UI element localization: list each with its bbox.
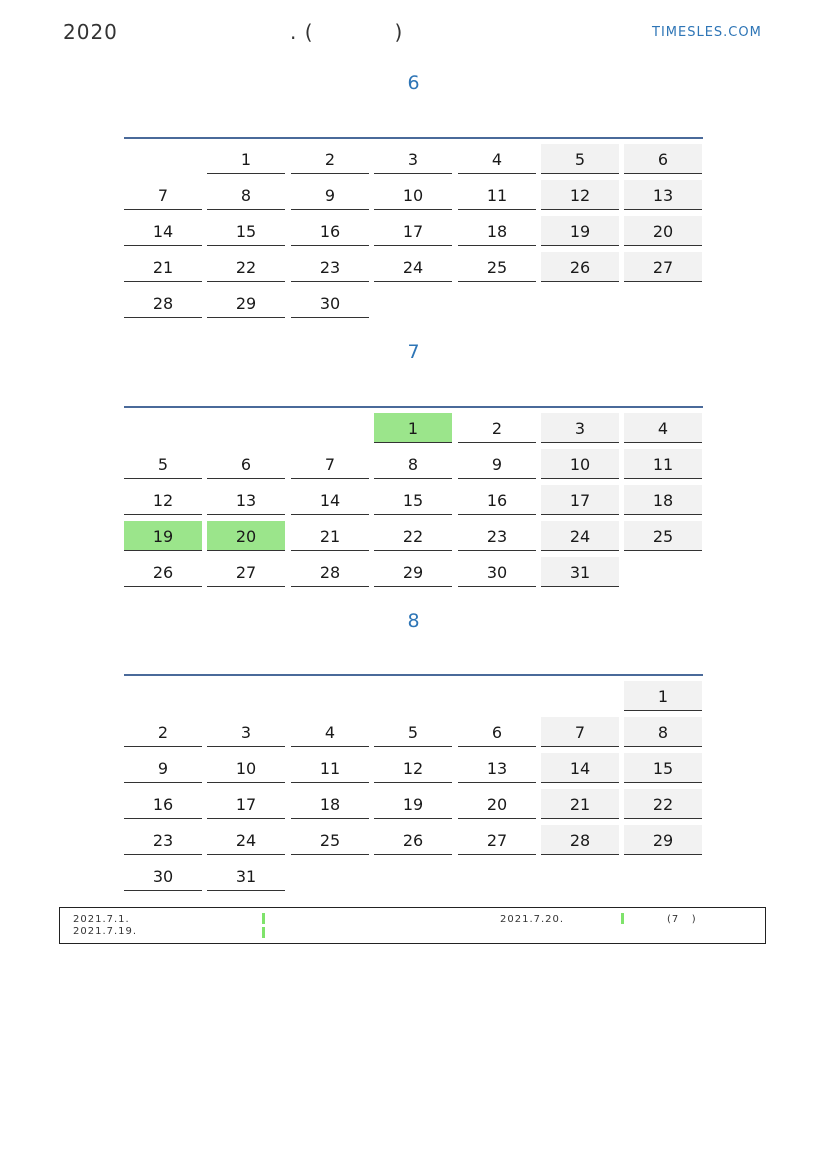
day-cell: 4 (291, 717, 369, 747)
legend-marker-3 (621, 913, 624, 924)
day-cell: 18 (624, 485, 702, 515)
day-cell: 28 (124, 288, 202, 318)
day-cell: 21 (124, 252, 202, 282)
day-cell: 18 (458, 216, 536, 246)
day-cell: 21 (541, 789, 619, 819)
day-cell: 13 (207, 485, 285, 515)
day-cell: 13 (458, 753, 536, 783)
day-cell: 7 (541, 717, 619, 747)
day-cell: 24 (541, 521, 619, 551)
day-cell: 14 (541, 753, 619, 783)
day-cell: 17 (541, 485, 619, 515)
day-cell: 1 (207, 144, 285, 174)
day-cell: 15 (374, 485, 452, 515)
day-cell: 31 (541, 557, 619, 587)
day-cell: 5 (374, 717, 452, 747)
day-cell: 11 (624, 449, 702, 479)
holiday-day-cell: 20 (207, 521, 285, 551)
day-cell: 27 (458, 825, 536, 855)
holiday-day-cell: 19 (124, 521, 202, 551)
day-cell: 24 (374, 252, 452, 282)
day-cell: 26 (541, 252, 619, 282)
day-cell: 13 (624, 180, 702, 210)
legend-item-1: 2021.7.1. (73, 914, 130, 925)
day-cell: 26 (374, 825, 452, 855)
day-cell: 16 (291, 216, 369, 246)
month-title: 8 (407, 610, 420, 632)
day-cell: 25 (624, 521, 702, 551)
day-cell: 8 (624, 717, 702, 747)
day-cell: 28 (291, 557, 369, 587)
legend-item-3: 2021.7.20. (500, 914, 565, 925)
day-cell: 30 (124, 861, 202, 891)
day-cell: 17 (374, 216, 452, 246)
holiday-day-cell: 1 (374, 413, 452, 443)
day-cell: 11 (458, 180, 536, 210)
day-cell: 23 (124, 825, 202, 855)
month-divider (124, 406, 703, 408)
month-divider (124, 674, 703, 676)
header-year: 2020 (63, 20, 118, 44)
legend-item-4: (7 ) (667, 914, 697, 925)
day-cell: 28 (541, 825, 619, 855)
day-cell: 29 (624, 825, 702, 855)
day-cell: 19 (374, 789, 452, 819)
day-cell: 30 (291, 288, 369, 318)
day-cell: 23 (458, 521, 536, 551)
day-cell: 27 (624, 252, 702, 282)
day-cell: 18 (291, 789, 369, 819)
day-cell: 22 (207, 252, 285, 282)
day-cell: 1 (624, 681, 702, 711)
day-cell: 20 (458, 789, 536, 819)
legend-item-2: 2021.7.19. (73, 926, 138, 937)
day-cell: 29 (207, 288, 285, 318)
day-cell: 2 (124, 717, 202, 747)
day-cell: 10 (207, 753, 285, 783)
day-cell: 10 (374, 180, 452, 210)
day-cell: 26 (124, 557, 202, 587)
day-cell: 12 (124, 485, 202, 515)
day-cell: 5 (541, 144, 619, 174)
day-cell: 25 (291, 825, 369, 855)
month-title: 7 (407, 341, 420, 363)
day-cell: 3 (541, 413, 619, 443)
day-cell: 23 (291, 252, 369, 282)
site-link[interactable]: TIMESLES.COM (652, 25, 762, 40)
day-cell: 24 (207, 825, 285, 855)
day-cell: 30 (458, 557, 536, 587)
day-cell: 27 (207, 557, 285, 587)
day-cell: 16 (458, 485, 536, 515)
day-cell: 19 (541, 216, 619, 246)
day-cell: 9 (291, 180, 369, 210)
day-cell: 7 (124, 180, 202, 210)
day-cell: 17 (207, 789, 285, 819)
day-cell: 6 (207, 449, 285, 479)
day-cell: 8 (207, 180, 285, 210)
day-cell: 12 (374, 753, 452, 783)
day-cell: 11 (291, 753, 369, 783)
legend-marker-2 (262, 927, 265, 938)
day-cell: 21 (291, 521, 369, 551)
day-cell: 15 (624, 753, 702, 783)
day-cell: 10 (541, 449, 619, 479)
day-cell: 5 (124, 449, 202, 479)
holiday-legend (59, 907, 766, 944)
month-divider (124, 137, 703, 139)
day-cell: 14 (291, 485, 369, 515)
header-subtitle: . ( ) (290, 20, 404, 44)
month-title: 6 (407, 72, 420, 94)
day-cell: 4 (624, 413, 702, 443)
day-cell: 3 (207, 717, 285, 747)
day-cell: 31 (207, 861, 285, 891)
day-cell: 15 (207, 216, 285, 246)
day-cell: 29 (374, 557, 452, 587)
day-cell: 3 (374, 144, 452, 174)
day-cell: 16 (124, 789, 202, 819)
day-cell: 7 (291, 449, 369, 479)
day-cell: 9 (124, 753, 202, 783)
day-cell: 25 (458, 252, 536, 282)
day-cell: 14 (124, 216, 202, 246)
day-cell: 6 (458, 717, 536, 747)
legend-marker-1 (262, 913, 265, 924)
day-cell: 6 (624, 144, 702, 174)
day-cell: 8 (374, 449, 452, 479)
day-cell: 2 (458, 413, 536, 443)
day-cell: 9 (458, 449, 536, 479)
day-cell: 20 (624, 216, 702, 246)
day-cell: 22 (624, 789, 702, 819)
day-cell: 4 (458, 144, 536, 174)
page-header (0, 18, 827, 48)
day-cell: 22 (374, 521, 452, 551)
day-cell: 12 (541, 180, 619, 210)
day-cell: 2 (291, 144, 369, 174)
